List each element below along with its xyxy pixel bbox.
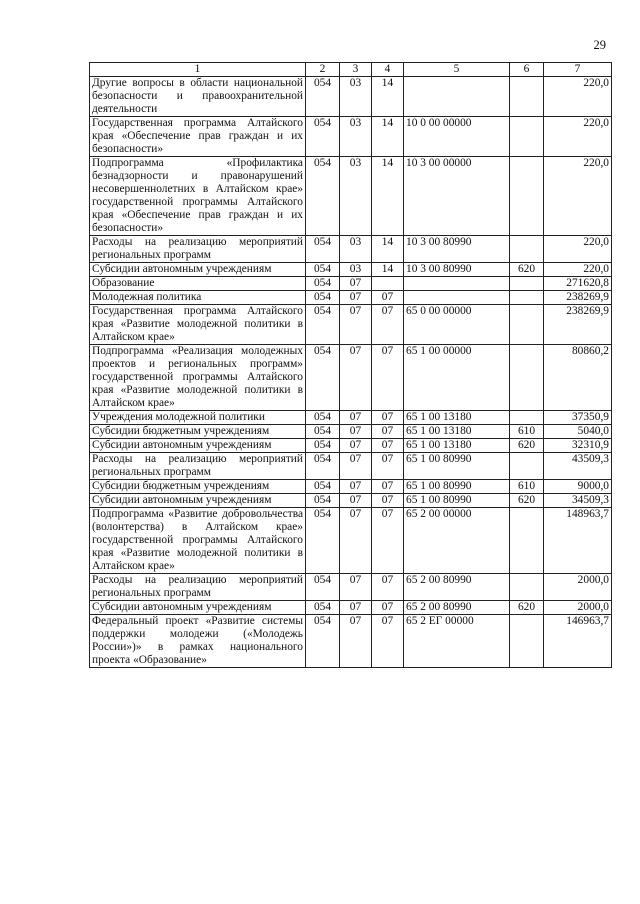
subsection-code: 07: [372, 425, 404, 439]
section-code: 07: [340, 601, 372, 615]
subsection-code: 07: [372, 601, 404, 615]
column-header: 5: [404, 63, 510, 77]
subsection-code: 07: [372, 508, 404, 574]
section-code: 07: [340, 615, 372, 668]
table-row: [90, 157, 612, 236]
expense-type-code: [510, 411, 544, 425]
subsection-code: 07: [372, 439, 404, 453]
row-name: Образование: [90, 277, 306, 291]
table-row: [90, 345, 612, 411]
target-article-code: 65 0 00 00000: [404, 305, 510, 345]
row-name: Учреждения молодежной политики: [90, 411, 306, 425]
target-article-code: 65 1 00 80990: [404, 453, 510, 480]
subsection-code: 07: [372, 345, 404, 411]
target-article-code: 65 2 00 80990: [404, 574, 510, 601]
amount: 220,0: [544, 263, 612, 277]
section-code: 03: [340, 263, 372, 277]
target-article-code: 10 3 00 80990: [404, 263, 510, 277]
target-article-code: [404, 291, 510, 305]
expense-type-code: [510, 117, 544, 157]
ministry-code: 054: [306, 494, 340, 508]
expense-type-code: [510, 615, 544, 668]
section-code: 03: [340, 236, 372, 263]
expense-type-code: [510, 157, 544, 236]
section-code: 07: [340, 425, 372, 439]
amount: 238269,9: [544, 305, 612, 345]
ministry-code: 054: [306, 411, 340, 425]
amount: 220,0: [544, 236, 612, 263]
table-row: [90, 574, 612, 601]
target-article-code: 65 1 00 13180: [404, 425, 510, 439]
section-code: 07: [340, 439, 372, 453]
subsection-code: 14: [372, 236, 404, 263]
ministry-code: 054: [306, 439, 340, 453]
section-code: 07: [340, 277, 372, 291]
subsection-code: 07: [372, 494, 404, 508]
amount: 220,0: [544, 117, 612, 157]
target-article-code: 65 1 00 13180: [404, 439, 510, 453]
subsection-code: 07: [372, 615, 404, 668]
table-row: [90, 425, 612, 439]
ministry-code: 054: [306, 263, 340, 277]
expense-type-code: [510, 305, 544, 345]
column-header: 3: [340, 63, 372, 77]
column-header: 1: [90, 63, 306, 77]
target-article-code: 65 1 00 00000: [404, 345, 510, 411]
amount: 146963,7: [544, 615, 612, 668]
expense-type-code: [510, 345, 544, 411]
row-name: Субсидии бюджетным учреждениям: [90, 425, 306, 439]
section-code: 07: [340, 345, 372, 411]
section-code: 07: [340, 508, 372, 574]
row-name: Расходы на реализацию мероприятий региональных программ: [90, 453, 306, 480]
amount: 238269,9: [544, 291, 612, 305]
row-name: Субсидии автономным учреждениям: [90, 601, 306, 615]
expense-type-code: [510, 291, 544, 305]
amount: 2000,0: [544, 574, 612, 601]
expense-type-code: [510, 453, 544, 480]
row-name: Субсидии автономным учреждениям: [90, 263, 306, 277]
expense-type-code: 620: [510, 263, 544, 277]
table-row: [90, 480, 612, 494]
section-code: 07: [340, 453, 372, 480]
table-row: [90, 117, 612, 157]
subsection-code: 07: [372, 411, 404, 425]
amount: 2000,0: [544, 601, 612, 615]
section-code: 03: [340, 117, 372, 157]
amount: 80860,2: [544, 345, 612, 411]
target-article-code: 10 3 00 00000: [404, 157, 510, 236]
section-code: 03: [340, 157, 372, 236]
table-body: [90, 77, 612, 668]
expense-type-code: [510, 77, 544, 117]
ministry-code: 054: [306, 291, 340, 305]
table-row: [90, 263, 612, 277]
amount: 271620,8: [544, 277, 612, 291]
table-row: [90, 601, 612, 615]
target-article-code: 65 1 00 80990: [404, 480, 510, 494]
ministry-code: 054: [306, 277, 340, 291]
target-article-code: 65 2 00 00000: [404, 508, 510, 574]
row-name: Субсидии бюджетным учреждениям: [90, 480, 306, 494]
target-article-code: [404, 77, 510, 117]
ministry-code: 054: [306, 77, 340, 117]
amount: 220,0: [544, 77, 612, 117]
column-header: 7: [544, 63, 612, 77]
ministry-code: 054: [306, 480, 340, 494]
ministry-code: 054: [306, 601, 340, 615]
ministry-code: 054: [306, 425, 340, 439]
row-name: Подпрограмма «Развитие добровольчества (волонтерства) в Алтайском крае» государственной программы Алтайского края «Развитие молодежной политики в Алтайском крае»: [90, 508, 306, 574]
amount: 148963,7: [544, 508, 612, 574]
ministry-code: 054: [306, 345, 340, 411]
row-name: Государственная программа Алтайского края «Развитие молодежной политики в Алтайском крае»: [90, 305, 306, 345]
subsection-code: 07: [372, 453, 404, 480]
expense-type-code: 620: [510, 601, 544, 615]
row-name: Молодежная политика: [90, 291, 306, 305]
ministry-code: 054: [306, 574, 340, 601]
section-code: 07: [340, 411, 372, 425]
table-header-row: [90, 63, 612, 77]
section-code: 07: [340, 574, 372, 601]
target-article-code: [404, 277, 510, 291]
ministry-code: 054: [306, 236, 340, 263]
section-code: 07: [340, 494, 372, 508]
subsection-code: 14: [372, 117, 404, 157]
column-header: 4: [372, 63, 404, 77]
section-code: 07: [340, 305, 372, 345]
amount: 220,0: [544, 157, 612, 236]
table-row: [90, 277, 612, 291]
page-number: 29: [593, 38, 606, 52]
table-row: [90, 305, 612, 345]
row-name: Расходы на реализацию мероприятий региональных программ: [90, 236, 306, 263]
expense-type-code: 620: [510, 494, 544, 508]
ministry-code: 054: [306, 615, 340, 668]
target-article-code: 65 2 ЕГ 00000: [404, 615, 510, 668]
target-article-code: 65 2 00 80990: [404, 601, 510, 615]
amount: 37350,9: [544, 411, 612, 425]
column-header: 6: [510, 63, 544, 77]
section-code: 07: [340, 291, 372, 305]
expense-type-code: [510, 508, 544, 574]
row-name: Подпрограмма «Реализация молодежных проектов и региональных программ» государственной программы Алтайского края «Развитие молодежной политики в Алтайском крае»: [90, 345, 306, 411]
ministry-code: 054: [306, 117, 340, 157]
section-code: 03: [340, 77, 372, 117]
amount: 32310,9: [544, 439, 612, 453]
ministry-code: 054: [306, 453, 340, 480]
subsection-code: 07: [372, 480, 404, 494]
expense-type-code: 620: [510, 439, 544, 453]
ministry-code: 054: [306, 508, 340, 574]
table-row: [90, 236, 612, 263]
amount: 9000,0: [544, 480, 612, 494]
table-row: [90, 453, 612, 480]
subsection-code: 07: [372, 305, 404, 345]
amount: 43509,3: [544, 453, 612, 480]
row-name: Другие вопросы в области национальной безопасности и правоохранительной деятельности: [90, 77, 306, 117]
column-header: 2: [306, 63, 340, 77]
subsection-code: 14: [372, 157, 404, 236]
row-name: Субсидии автономным учреждениям: [90, 439, 306, 453]
ministry-code: 054: [306, 157, 340, 236]
section-code: 07: [340, 480, 372, 494]
expense-type-code: [510, 277, 544, 291]
expense-type-code: 610: [510, 480, 544, 494]
row-name: Подпрограмма «Профилактика безнадзорности и правонарушений несовершеннолетних в Алтайском крае» государственной программы Алтайского края «Обеспечение прав граждан и их безопасности»: [90, 157, 306, 236]
table-row: [90, 615, 612, 668]
expense-type-code: 610: [510, 425, 544, 439]
target-article-code: 10 0 00 00000: [404, 117, 510, 157]
ministry-code: 054: [306, 305, 340, 345]
amount: 34509,3: [544, 494, 612, 508]
table-row: [90, 508, 612, 574]
target-article-code: 10 3 00 80990: [404, 236, 510, 263]
table-row: [90, 494, 612, 508]
table-row: [90, 291, 612, 305]
subsection-code: 07: [372, 574, 404, 601]
subsection-code: 14: [372, 263, 404, 277]
expense-type-code: [510, 574, 544, 601]
subsection-code: 07: [372, 291, 404, 305]
row-name: Расходы на реализацию мероприятий региональных программ: [90, 574, 306, 601]
budget-table: [89, 62, 612, 668]
table-row: [90, 411, 612, 425]
table-row: [90, 439, 612, 453]
amount: 5040,0: [544, 425, 612, 439]
row-name: Федеральный проект «Развитие системы поддержки молодежи («Молодежь России»)» в рамках национального проекта «Образование»: [90, 615, 306, 668]
target-article-code: 65 1 00 80990: [404, 494, 510, 508]
table-row: [90, 77, 612, 117]
subsection-code: [372, 277, 404, 291]
subsection-code: 14: [372, 77, 404, 117]
target-article-code: 65 1 00 13180: [404, 411, 510, 425]
row-name: Субсидии автономным учреждениям: [90, 494, 306, 508]
row-name: Государственная программа Алтайского края «Обеспечение прав граждан и их безопасности»: [90, 117, 306, 157]
expense-type-code: [510, 236, 544, 263]
